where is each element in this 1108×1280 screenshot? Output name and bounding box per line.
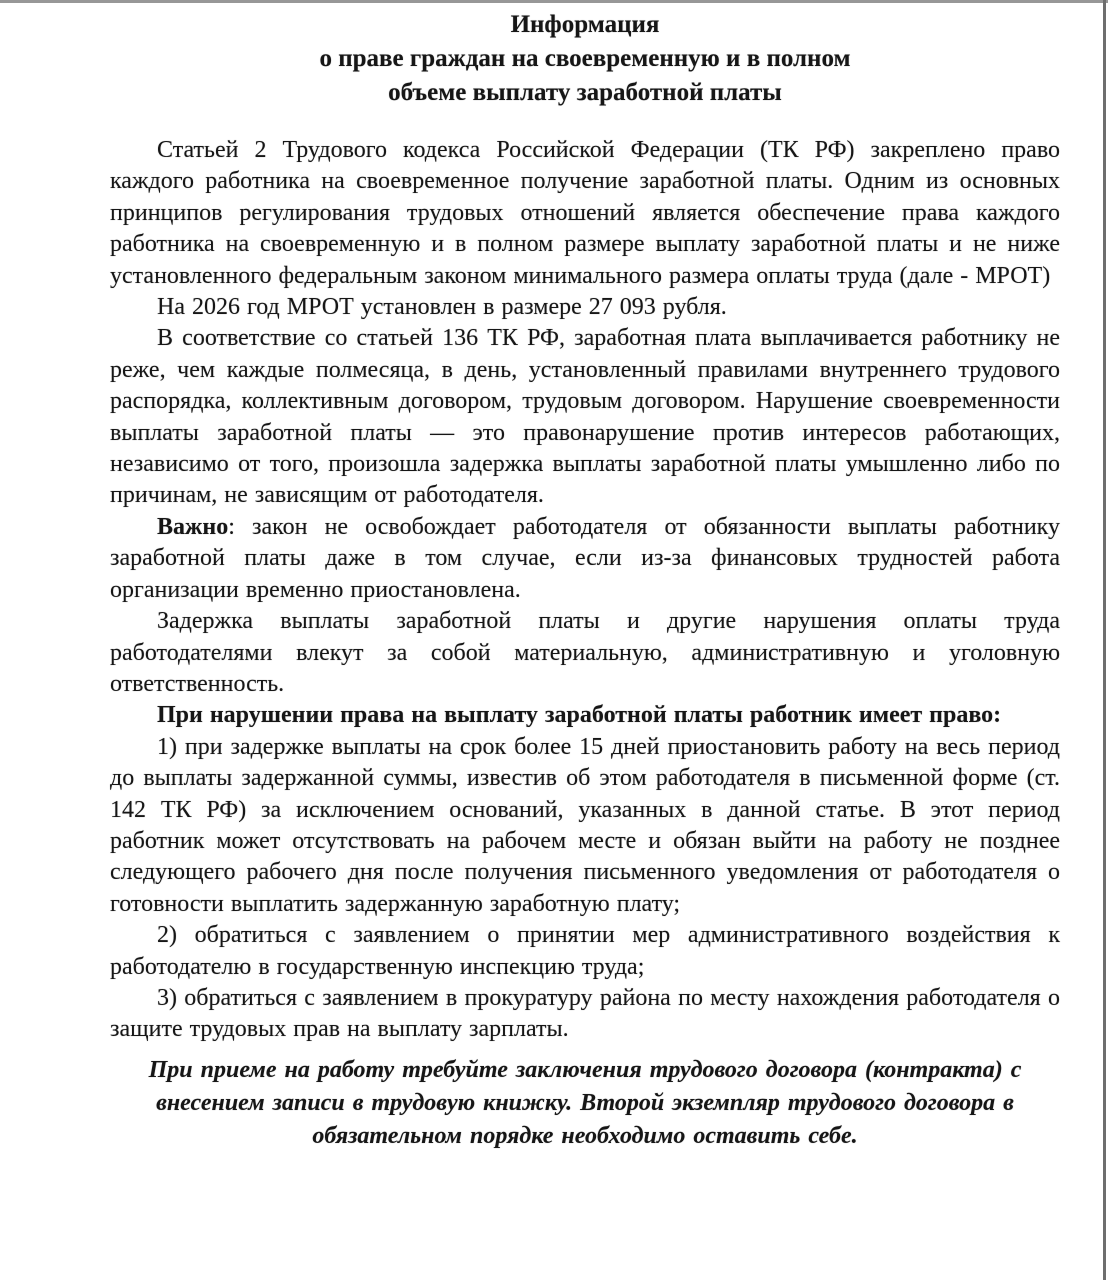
paragraph-contract-advice: При приеме на работу требуйте заключения трудового договора (контракта) с внесением записи в трудовую книжку. Второй экземпляр трудового договора в обязательном порядке необходимо оставить себе. (148, 1056, 1022, 1149)
paragraph-article2: Статьей 2 Трудового кодекса Российской Федерации (ТК РФ) закреплено право каждого работника на своевременное получение заработной платы. Одним из основных принципов регулирования трудовых отношений является обеспечение права каждого работника на своевременную и в полном размере выплату заработной платы и не ниже установленного федеральным законом минимального размера оплаты труда (дале - МРОТ) (110, 137, 1060, 289)
paragraph-liability: Задержка выплаты заработной платы и другие нарушения оплаты труда работодателями влекут за собой материальную, административную и уголовную ответственность. (110, 608, 1060, 697)
list-item-2: 2) обратиться с заявлением о принятии мер административного воздействия к работодателю в государственную инспекцию труда; (110, 922, 1060, 980)
heading-worker-rights: При нарушении права на выплату заработной платы работник имеет право: (157, 702, 1002, 729)
important-text: : закон не освобождает работодателя от обязанности выплаты работнику заработной платы даже в том случае, если из-за финансовых трудностей работа организации временно приостановлена. (110, 513, 1060, 603)
list-item-1: 1) при задержке выплаты на срок более 15 дней приостановить работу на весь период до выплаты задержанной суммы, известив об этом работодателя в письменной форме (ст. 142 ТК РФ) за исключением оснований, указанных в данной статье. В этот период работник может отсутствовать на рабочем месте и обязан выйти на работу не позднее следующего рабочего дня после получения письменного уведомления от работодателя о готовности выплатить задержанную заработную плату; (110, 733, 1060, 917)
document-page (110, 8, 1060, 1153)
title-line-2: о праве граждан на своевременную и в полном (319, 45, 851, 72)
scan-border-top (0, 0, 1108, 3)
list-item-3: 3) обратиться с заявлением в прокуратуру района по месту нахождения работодателя о защите трудовых прав на выплату зарплаты. (110, 984, 1060, 1043)
scan-border-right (1103, 0, 1106, 1280)
paragraph-important (110, 512, 1060, 606)
title-line-3: объеме выплату заработной платы (388, 79, 782, 106)
title-line-1: Информация (510, 11, 660, 38)
important-label: Важно (157, 513, 229, 540)
document-body (110, 135, 1060, 1153)
paragraph-mrot-2026: На 2026 год МРОТ установлен в размере 27 093 рубля. (157, 294, 727, 321)
document-title (110, 8, 1060, 110)
paragraph-article136: В соответствие со статьей 136 ТК РФ, заработная плата выплачивается работнику не реже, чем каждые полмесяца, в день, установленный правилами внутреннего трудового распорядка, коллективным договором, трудовым договором. Нарушение своевременности выплаты заработной платы — это правонарушение против интересов работающих, независимо от того, произошла задержка выплаты заработной платы умышленно либо по причинам, не зависящим от работодателя. (110, 325, 1060, 509)
